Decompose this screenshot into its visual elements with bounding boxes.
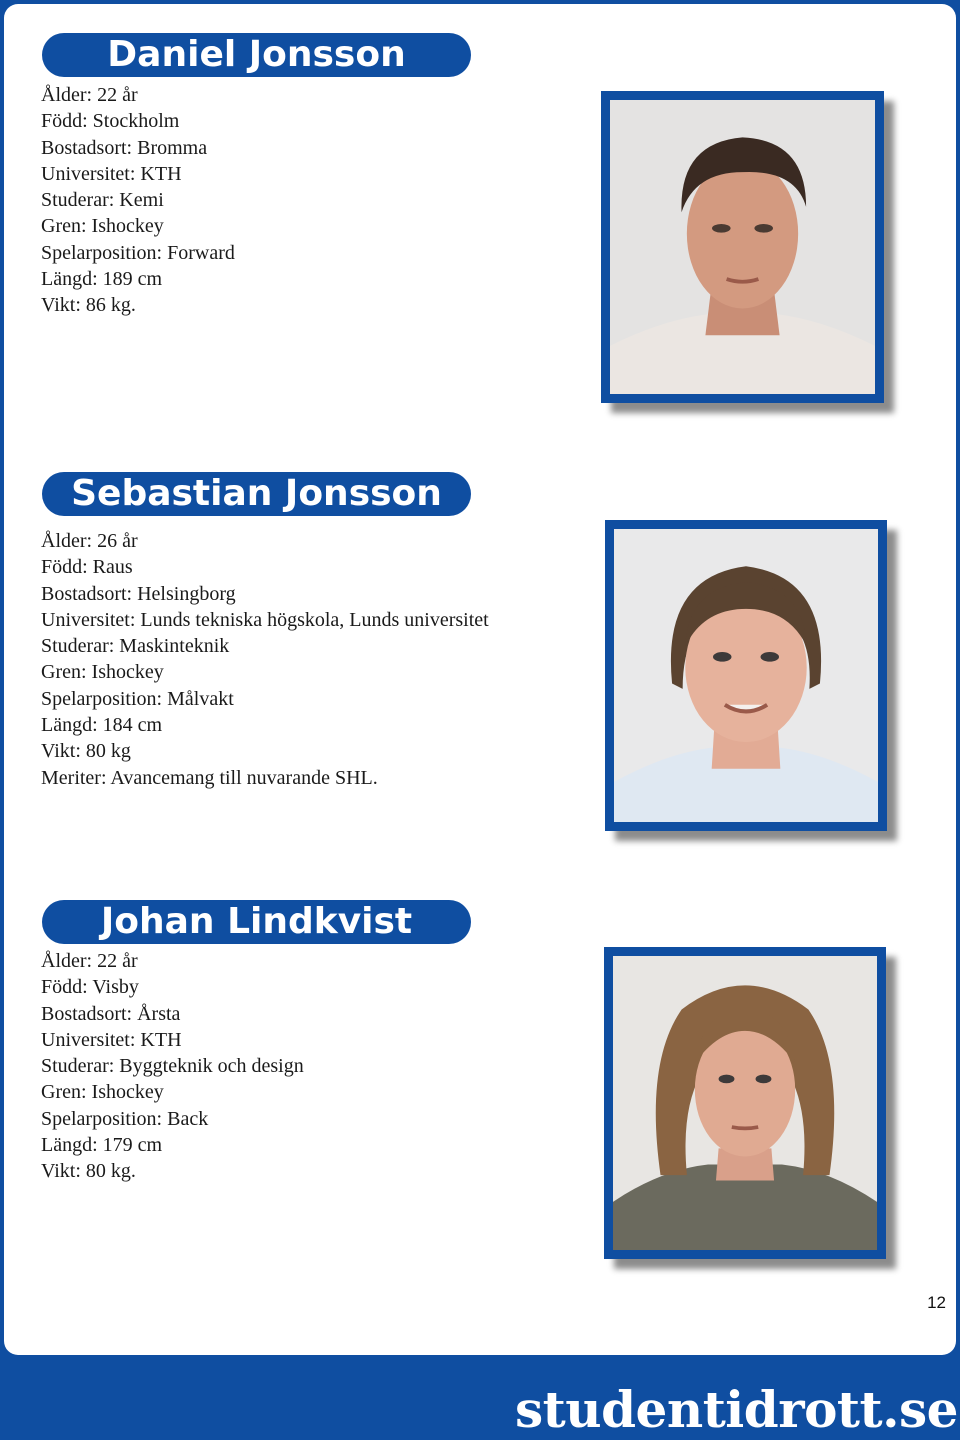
profile-name: Sebastian Jonsson — [42, 472, 471, 516]
info-university: Universitet: KTH — [41, 1028, 182, 1051]
info-sport: Gren: Ishockey — [41, 661, 164, 684]
info-position: Spelarposition: Back — [41, 1107, 209, 1130]
photo-frame — [605, 520, 887, 831]
profile-name: Johan Lindkvist — [42, 900, 471, 944]
info-weight: Vikt: 80 kg — [41, 740, 131, 763]
portrait-photo — [610, 100, 875, 394]
info-residence: Bostadsort: Årsta — [41, 1002, 181, 1025]
info-studies: Studerar: Kemi — [41, 189, 164, 212]
info-height: Längd: 184 cm — [41, 714, 163, 737]
info-age: Ålder: 26 år — [41, 530, 138, 552]
info-sport: Gren: Ishockey — [41, 215, 164, 238]
info-height: Längd: 189 cm — [41, 268, 163, 291]
info-studies: Studerar: Maskinteknik — [41, 635, 230, 658]
info-position: Spelarposition: Målvakt — [41, 687, 234, 710]
info-born: Född: Raus — [41, 556, 133, 579]
info-age: Ålder: 22 år — [41, 950, 138, 972]
info-sport: Gren: Ishockey — [41, 1081, 164, 1104]
portrait-photo — [613, 956, 877, 1250]
profile-info-list — [41, 82, 235, 319]
info-residence: Bostadsort: Helsingborg — [41, 582, 236, 605]
photo-frame — [604, 947, 886, 1259]
info-age: Ålder: 22 år — [41, 84, 138, 106]
profile-name: Daniel Jonsson — [42, 33, 471, 77]
info-merits: Meriter: Avancemang till nuvarande SHL. — [41, 766, 378, 789]
info-residence: Bostadsort: Bromma — [41, 136, 208, 159]
info-weight: Vikt: 86 kg. — [41, 294, 136, 317]
profile-info-list — [41, 948, 304, 1185]
photo-frame — [601, 91, 884, 403]
info-weight: Vikt: 80 kg. — [41, 1160, 136, 1183]
info-position: Spelarposition: Forward — [41, 241, 235, 264]
info-born: Född: Visby — [41, 976, 139, 999]
portrait-photo — [614, 529, 878, 822]
info-height: Längd: 179 cm — [41, 1134, 163, 1157]
info-university: Universitet: KTH — [41, 162, 182, 185]
info-university: Universitet: Lunds tekniska högskola, Lunds universitet — [41, 608, 489, 631]
info-studies: Studerar: Byggteknik och design — [41, 1055, 304, 1078]
footer-site-url[interactable]: studentidrott.se — [514, 1380, 958, 1439]
page-number: 12 — [927, 1293, 946, 1312]
info-born: Född: Stockholm — [41, 110, 180, 133]
profile-info-list — [41, 528, 489, 791]
